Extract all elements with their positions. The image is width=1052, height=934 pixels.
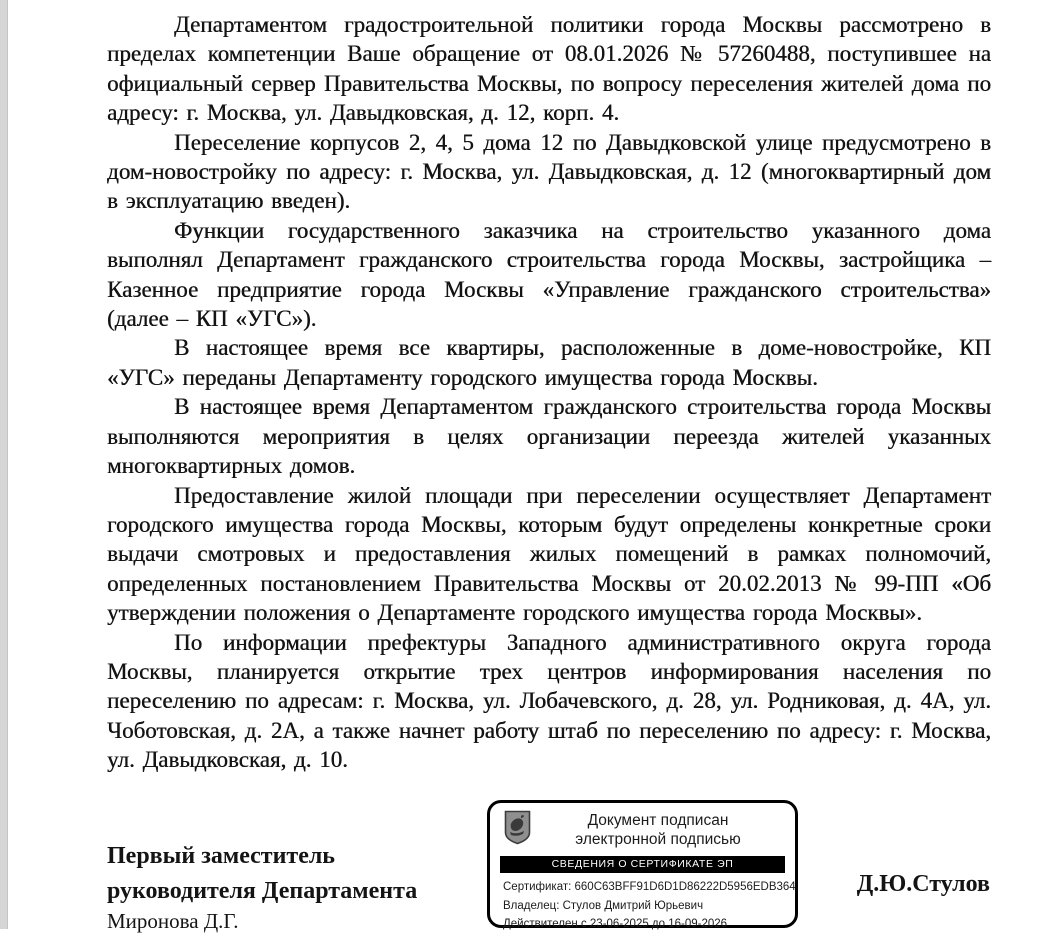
signer-position-line2: руководителя Департамента: [107, 878, 418, 904]
executor-name: Миронова Д.Г.: [107, 909, 239, 933]
digital-signature-stamp: [487, 800, 798, 928]
stamp-title-line2: электронной подписью: [575, 831, 741, 848]
moscow-coat-of-arms-icon: [504, 810, 531, 850]
certificate-info-header: СВЕДЕНИЯ О СЕРТИФИКАТЕ ЭП: [500, 856, 785, 873]
paragraph-7: По информации префектуры Западного административного округа города Москвы, планируется открытие трех центров информирования населения по переселению по адресам: г. Москва, ул. Лобачевского, д. 28, ул. Родниковая, д. 4А, ул. Чоботовская, д. 2А, а также начнет работу штаб по переселению по адресу: г. Москва, ул. Давыдковская, д. 10.: [107, 629, 991, 773]
paragraph-6: Предоставление жилой площади при переселении осуществляет Департамент городского имущества города Москвы, которым будут определены конкретные сроки выдачи смотровых и предоставления жилых помещений в рамках полномочий, определенных постановлением Правительства Москвы от 20.02.2013 № 99-ПП «Об утверждении положения о Департаменте городского имущества города Москвы».: [107, 482, 991, 626]
certificate-number: Сертификат: 660C63BFF91D6D1D86222D5956EDB364: [503, 881, 796, 893]
page-edge-strip: [0, 0, 8, 929]
signer-position-line1: Первый заместитель: [107, 843, 335, 869]
paragraph-1: Департаментом градостроительной политики города Москвы рассмотрено в пределах компетенции Ваше обращение от 08.01.2026 № 57260488, поступившее на официальный сервер Правительства Москвы, по вопросу переселения жителей дома по адресу: г. Москва, ул. Давыдковская, д. 12, корп. 4.: [107, 12, 991, 126]
stamp-title: [531, 811, 785, 849]
certificate-owner: Владелец: Стулов Дмитрий Юрьевич: [503, 899, 704, 912]
stamp-header: [500, 810, 785, 850]
certificate-validity: Действителен с 23-06-2025 до 16-09-2026: [503, 918, 728, 930]
signer-name: Д.Ю.Стулов: [856, 871, 990, 897]
paragraph-4: В настоящее время все квартиры, расположенные в доме-новостройке, КП «УГС» переданы Департаменту городского имущества города Москвы.: [107, 335, 991, 390]
letter-body: [107, 10, 991, 775]
signature-block: [0, 797, 1052, 933]
certificate-details: [503, 878, 796, 934]
signer-position: [107, 839, 417, 909]
paragraph-3: Функции государственного заказчика на строительство указанного дома выполнял Департамент гражданского строительства города Москвы, застройщика – Казенное предприятие города Москвы «Управление гражданского строительства» (далее – КП «УГС»).: [107, 217, 991, 332]
paragraph-2: Переселение корпусов 2, 4, 5 дома 12 по Давыдковской улице предусмотрено в дом-новостройку по адресу: г. Москва, ул. Давыдковская, д. 12 (многоквартирный дом в эксплуатацию введен).: [107, 129, 991, 214]
stamp-title-line1: Документ подписан: [587, 812, 729, 829]
paragraph-5: В настоящее время Департаментом гражданского строительства города Москвы выполняются мероприятия в целях организации переезда жителей указанных многоквартирных домов.: [107, 394, 991, 479]
